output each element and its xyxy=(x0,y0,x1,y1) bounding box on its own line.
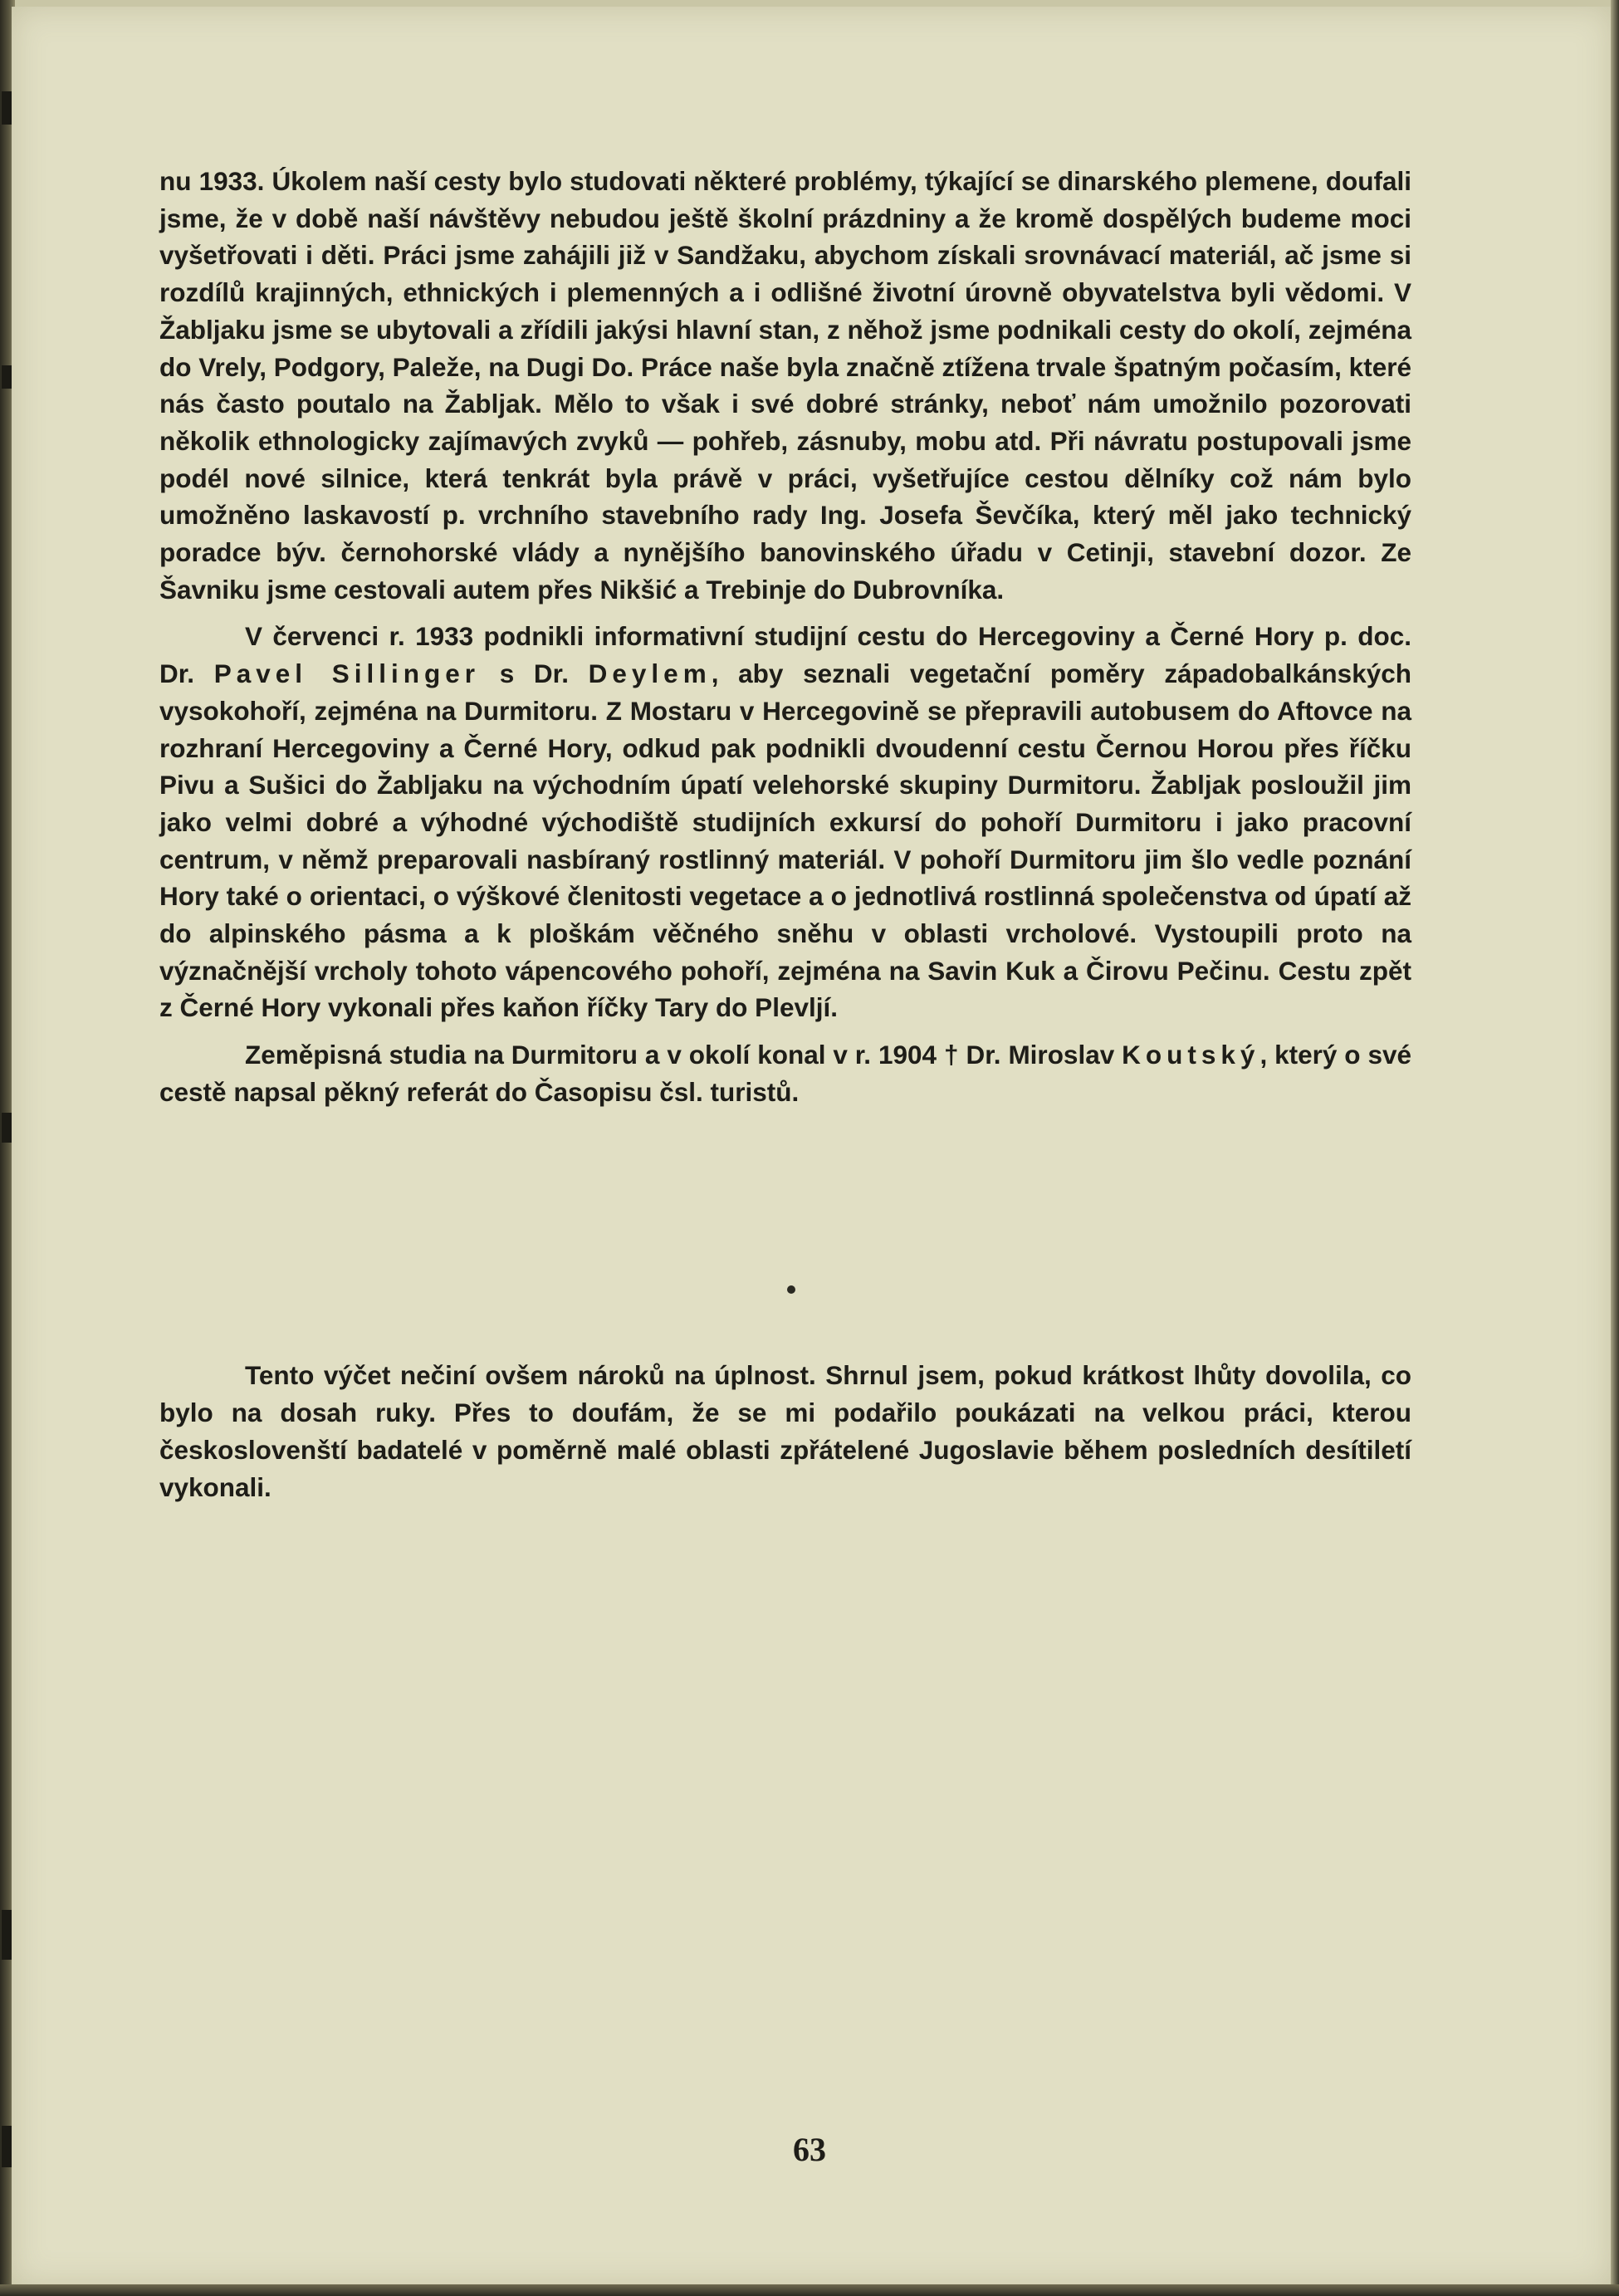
person-name-koutsky: Koutský xyxy=(1122,1040,1260,1070)
paragraph-2 xyxy=(159,618,1411,1026)
paragraph-1: nu 1933. Úkolem naší cesty bylo studovati některé problémy, týkající se dinarského plemene, doufali jsme, že v době naší návštěvy nebudou ještě školní prázdniny a že kromě dospělých budeme moci vyšetřovati i děti. Práci jsme zahájili již v Sandžaku, abychom získali srovnávací materiál, ač jsme si rozdílů krajinných, ethnických i plemenných a i odlišné životní úrovně obyvatelstva byli vědomi. V Žabljaku jsme se ubytovali a zřídili jakýsi hlavní stan, z něhož jsme podnikali cesty do okolí, zejména do Vrely, Podgory, Paleže, na Dugi Do. Práce naše byla značně ztížena trvale špatným počasím, které nás často poutalo na Žabljak. Mělo to však i své dobré stránky, neboť nám umožnilo pozorovati několik ethnologicky zajímavých zvyků — pohřeb, zásnuby, mobu atd. Při návratu postupovali jsme podél nové silnice, která tenkrát byla právě v práci, vyšetřujíce cestou dělníky což nám bylo umožněno laskavostí p. vrchního stavebního rady Ing. Josefa Ševčíka, který měl jako technický poradce býv. černohorské vlády a nynějšího banovinského úřadu v Cetinji, stavební dozor. Ze Šavniku jsme cestovali autem přes Nikšić a Trebinje do Dubrovníka. xyxy=(159,166,1411,605)
person-name-sillinger: Pavel Sillinger xyxy=(213,658,481,689)
binding-mark xyxy=(2,365,12,389)
page-right-edge xyxy=(1611,0,1619,2296)
paragraph-3-text-b: , který o své cestě napsal pěkný referát do Časopisu čsl. turistů. xyxy=(159,1040,1412,1107)
paragraph-2-text-b: s Dr. xyxy=(480,658,589,689)
main-text-block xyxy=(159,163,1411,1111)
binding-mark xyxy=(2,91,12,125)
page-bottom-edge xyxy=(0,2284,1619,2296)
binding-mark xyxy=(2,2126,12,2167)
paragraph-3-text-a: Zeměpisná studia na Durmitoru a v okolí konal v r. 1904 † Dr. Miroslav xyxy=(245,1040,1123,1070)
paragraph-2-text-c: , aby seznali vegetační poměry západobalkánských vysokohoří, zejména na Durmitoru. Z Mostaru v Hercegovině se přepravili autobusem do Aftovce na rozhraní Hercegoviny a Černé Hory, odkud pak podnikli dvoudenní cestu Černou Horou přes říčku Pivu a Sušici do Žabljaku na východním úpatí velehorské skupiny Durmitoru. Žabljak posloužil jim jako velmi dobré a výhodné východiště studijních exkursí do pohoří Durmitoru i jako pracovní centrum, v němž preparovali nasbíraný rostlinný materiál. V pohoří Durmitoru jim šlo vedle poznání Hory také o orientaci, o výškové členitosti vegetace a o jednotlivá rostlinná společenstva od úpatí až do alpinského pásma a k ploškám věčného sněhu v oblasti vrcholové. Vystoupili proto na význačnější vrcholy tohoto vápencového pohoří, zejména na Savin Kuk a Čirovu Pečinu. Cestu zpět z Černé Hory vykonali přes kaňon říčky Tary do Plevljí. xyxy=(159,658,1411,1023)
binding-mark xyxy=(2,1113,12,1143)
binding-mark xyxy=(2,1910,12,1960)
paragraph-3 xyxy=(159,1036,1411,1110)
page-number: 63 xyxy=(793,2131,826,2168)
section-separator-dot xyxy=(787,1285,795,1294)
paragraph-2-text-a: V červenci r. 1933 podnikli informativní studijní cestu do Hercegoviny a Černé Hory p. doc. Dr. xyxy=(159,621,1411,689)
person-name-deyl: Deylem xyxy=(588,658,712,689)
closing-paragraph: Tento výčet nečiní ovšem nároků na úplnost. Shrnul jsem, pokud krátkost lhůty dovolila, co bylo na dosah ruky. Přes to doufám, že se mi podařilo poukázati na velkou práci, kterou českoslovenští badatelé v poměrně malé oblasti zpřátelené Jugoslavie během posledních desítiletí vykonali. xyxy=(159,1360,1411,1502)
